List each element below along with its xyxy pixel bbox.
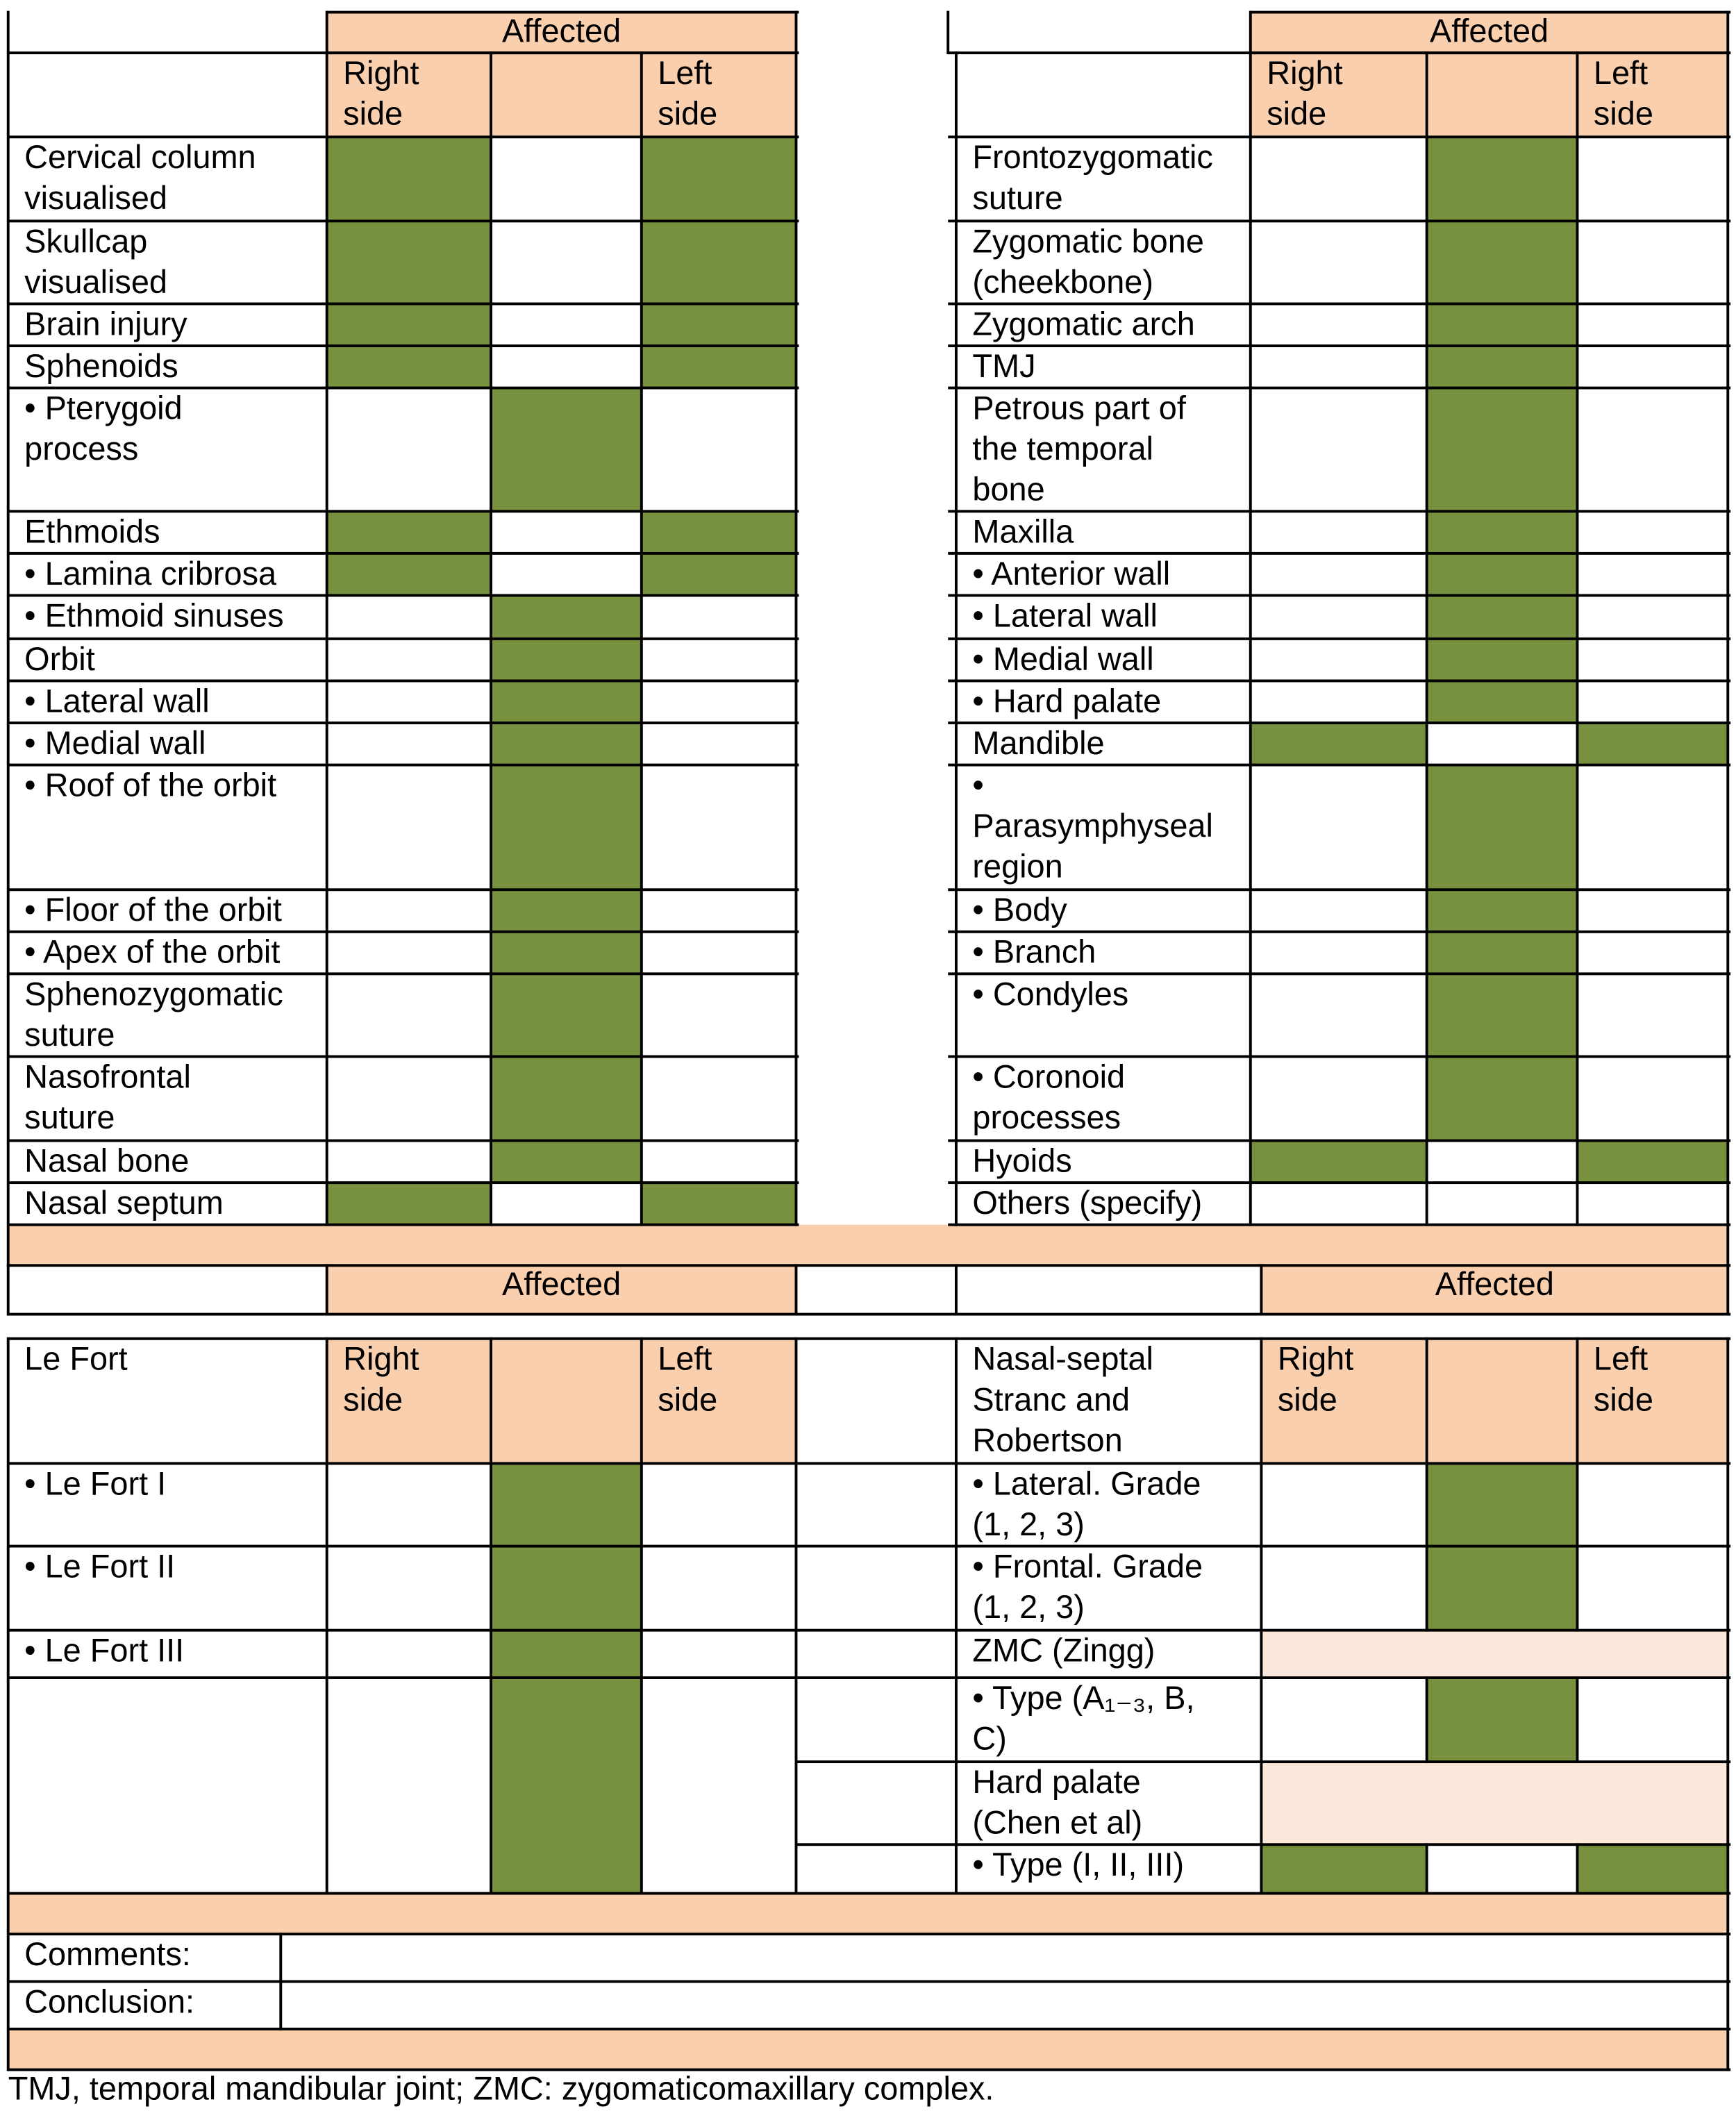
marked-cell bbox=[1427, 221, 1578, 303]
marked-cell bbox=[1261, 1844, 1426, 1893]
empty-cell bbox=[1577, 932, 1728, 974]
grid-line bbox=[955, 51, 958, 1226]
empty-cell bbox=[327, 1056, 491, 1140]
grid-line bbox=[948, 972, 1730, 975]
grid-line bbox=[796, 1843, 1730, 1846]
marked-cell bbox=[1427, 388, 1578, 512]
marked-cell bbox=[491, 388, 642, 512]
grid-line bbox=[948, 1140, 1730, 1142]
row-label-left: Nasal septum bbox=[8, 1183, 327, 1225]
grid-line bbox=[948, 387, 1730, 390]
empty-cell bbox=[1577, 511, 1728, 553]
grid-line bbox=[8, 680, 799, 683]
empty-cell bbox=[491, 511, 642, 553]
empty-cell bbox=[642, 1141, 796, 1183]
marked-cell bbox=[1427, 681, 1578, 723]
empty-cell bbox=[1251, 346, 1427, 388]
grid-line bbox=[8, 510, 799, 512]
empty-cell bbox=[1251, 1183, 1427, 1225]
empty-cell bbox=[491, 346, 642, 388]
grid-line bbox=[948, 888, 1730, 891]
left-side-header: Left side bbox=[1577, 1339, 1728, 1464]
marked-cell bbox=[1427, 1678, 1578, 1762]
row-label-right: • Body bbox=[956, 890, 1251, 932]
right-side-header: Right side bbox=[1261, 1339, 1426, 1464]
grid-line bbox=[8, 135, 799, 138]
empty-cell bbox=[642, 1546, 796, 1630]
grid-line bbox=[8, 594, 799, 597]
marked-cell bbox=[1577, 1844, 1728, 1893]
row-label-left: • Lateral wall bbox=[8, 681, 327, 723]
row-label-left: • Le Fort II bbox=[8, 1546, 327, 1630]
row-label-right: • Hard palate bbox=[956, 681, 1251, 723]
empty-cell bbox=[1251, 221, 1427, 303]
empty-cell bbox=[1261, 1546, 1426, 1630]
grid-line bbox=[7, 11, 10, 1267]
marked-cell bbox=[491, 765, 642, 890]
row-label-right: Mandible bbox=[956, 723, 1251, 765]
empty-cell bbox=[491, 553, 642, 596]
marked-cell bbox=[1427, 1546, 1578, 1630]
row-label-right: Zygomatic arch bbox=[956, 304, 1251, 347]
empty-cell bbox=[1251, 890, 1427, 932]
empty-cell bbox=[1251, 765, 1427, 890]
empty-cell bbox=[1251, 681, 1427, 723]
row-label-left: • Le Fort I bbox=[8, 1463, 327, 1546]
empty-cell bbox=[491, 221, 642, 303]
grid-line bbox=[8, 764, 799, 767]
grid-line bbox=[948, 1056, 1730, 1058]
grid-line bbox=[1251, 11, 1730, 14]
grid-line bbox=[8, 1224, 799, 1226]
empty-cell bbox=[1251, 304, 1427, 347]
empty-cell bbox=[642, 723, 796, 765]
grid-line bbox=[8, 2028, 1730, 2030]
marked-cell bbox=[491, 1056, 642, 1140]
marked-cell bbox=[1427, 595, 1578, 639]
marked-cell bbox=[1577, 723, 1728, 765]
marked-cell bbox=[327, 137, 491, 221]
grid-line bbox=[8, 931, 799, 933]
marked-cell bbox=[491, 1630, 642, 1678]
marked-cell bbox=[491, 681, 642, 723]
group-heading-fill bbox=[1261, 1762, 1728, 1844]
row-label-right: ZMC (Zingg) bbox=[956, 1630, 1261, 1678]
empty-cell bbox=[642, 1056, 796, 1140]
empty-cell bbox=[327, 1678, 491, 1894]
empty-cell bbox=[642, 388, 796, 512]
grid-line bbox=[8, 1056, 799, 1058]
empty-cell bbox=[642, 890, 796, 932]
header-blank bbox=[1427, 53, 1578, 137]
grid-line bbox=[1726, 11, 1729, 1267]
marked-cell bbox=[1427, 511, 1578, 553]
grid-line bbox=[1249, 11, 1252, 1226]
grid-line bbox=[8, 1181, 799, 1184]
row-label-left: • Le Fort III bbox=[8, 1630, 327, 1678]
marked-cell bbox=[1427, 304, 1578, 347]
grid-line bbox=[8, 637, 799, 640]
marked-cell bbox=[491, 890, 642, 932]
footnote: TMJ, temporal mandibular joint; ZMC: zygomaticomaxillary complex. bbox=[8, 2071, 994, 2108]
grid-line bbox=[326, 1264, 328, 1315]
row-label-left: Sphenoids bbox=[8, 346, 327, 388]
row-label-left: • Floor of the orbit bbox=[8, 890, 327, 932]
affected-header-right: Affected bbox=[1251, 12, 1728, 53]
header-blank bbox=[491, 53, 642, 137]
row-label-left bbox=[8, 1678, 327, 1894]
empty-cell bbox=[1251, 1056, 1427, 1140]
empty-cell bbox=[642, 974, 796, 1056]
marked-cell bbox=[491, 1463, 642, 1546]
empty-cell bbox=[642, 765, 796, 890]
affected-header-left: Affected bbox=[327, 12, 796, 53]
section-divider bbox=[8, 1225, 1728, 1266]
marked-cell bbox=[491, 639, 642, 681]
header-blank bbox=[491, 1339, 642, 1464]
row-label-right: Others (specify) bbox=[956, 1183, 1251, 1225]
grid-line bbox=[948, 1181, 1730, 1184]
empty-cell bbox=[327, 595, 491, 639]
marked-cell bbox=[1427, 1463, 1578, 1546]
empty-cell bbox=[1577, 974, 1728, 1056]
grid-line bbox=[1426, 1843, 1428, 1894]
row-label-left: Nasal bone bbox=[8, 1141, 327, 1183]
empty-cell bbox=[1577, 304, 1728, 347]
empty-cell bbox=[642, 595, 796, 639]
grid-line bbox=[8, 1140, 799, 1142]
grid-line bbox=[490, 51, 492, 1226]
nasal-septal-title: Nasal-septal Stranc and Robertson bbox=[956, 1339, 1261, 1464]
row-label-left: • Apex of the orbit bbox=[8, 932, 327, 974]
affected-header-right: Affected bbox=[1261, 1265, 1728, 1314]
left-side-header: Left side bbox=[642, 53, 796, 137]
conclusion-label: Conclusion: bbox=[8, 1982, 281, 2029]
grid-line bbox=[8, 1933, 1730, 1935]
marked-cell bbox=[491, 723, 642, 765]
grid-line bbox=[1726, 1264, 1729, 1315]
empty-cell bbox=[642, 1630, 796, 1678]
marked-cell bbox=[491, 595, 642, 639]
grid-line bbox=[948, 510, 1730, 512]
empty-cell bbox=[1577, 1183, 1728, 1225]
row-label-right: • Parasymphyseal region bbox=[956, 765, 1251, 890]
row-label-right: • Type (I, II, III) bbox=[956, 1844, 1261, 1893]
marked-cell bbox=[491, 1678, 642, 1894]
grid-line bbox=[490, 1337, 492, 1895]
grid-line bbox=[327, 11, 799, 14]
grid-line bbox=[948, 1224, 1730, 1226]
empty-cell bbox=[1577, 553, 1728, 596]
empty-cell bbox=[642, 681, 796, 723]
empty-cell bbox=[1577, 1546, 1728, 1630]
row-label-left: Orbit bbox=[8, 639, 327, 681]
grid-line bbox=[948, 51, 1730, 54]
empty-cell bbox=[327, 1630, 491, 1678]
grid-line bbox=[640, 51, 643, 1226]
marked-cell bbox=[327, 304, 491, 347]
grid-line bbox=[8, 721, 799, 724]
grid-line bbox=[8, 888, 799, 891]
marked-cell bbox=[642, 1183, 796, 1225]
marked-cell bbox=[327, 346, 491, 388]
row-label-right: Maxilla bbox=[956, 511, 1251, 553]
row-label-right: • Lateral wall bbox=[956, 595, 1251, 639]
row-label-right: • Condyles bbox=[956, 974, 1251, 1056]
empty-cell bbox=[1577, 681, 1728, 723]
row-label-right: Petrous part of the temporal bone bbox=[956, 388, 1251, 512]
marked-cell bbox=[1427, 974, 1578, 1056]
empty-cell bbox=[1251, 137, 1427, 221]
row-label-left: • Roof of the orbit bbox=[8, 765, 327, 890]
row-label-left: • Pterygoid process bbox=[8, 388, 327, 512]
marked-cell bbox=[1251, 723, 1427, 765]
comments-label: Comments: bbox=[8, 1934, 281, 1981]
grid-line bbox=[326, 11, 328, 1226]
affected-header-left: Affected bbox=[327, 1265, 796, 1314]
marked-cell bbox=[1427, 639, 1578, 681]
empty-cell bbox=[327, 681, 491, 723]
marked-cell bbox=[327, 221, 491, 303]
marked-cell bbox=[491, 1141, 642, 1183]
grid-line bbox=[8, 1264, 1730, 1267]
marked-cell bbox=[1577, 1141, 1728, 1183]
marked-cell bbox=[1427, 553, 1578, 596]
marked-cell bbox=[642, 346, 796, 388]
marked-cell bbox=[642, 553, 796, 596]
grid-line bbox=[1726, 1337, 1729, 2071]
marked-cell bbox=[642, 304, 796, 347]
grid-line bbox=[948, 764, 1730, 767]
empty-cell bbox=[1577, 595, 1728, 639]
right-side-header: Right side bbox=[327, 53, 491, 137]
left-side-header: Left side bbox=[642, 1339, 796, 1464]
row-label-right: TMJ bbox=[956, 346, 1251, 388]
row-label-right: • Coronoid processes bbox=[956, 1056, 1251, 1140]
grid-line bbox=[948, 135, 1730, 138]
empty-cell bbox=[327, 890, 491, 932]
marked-cell bbox=[1427, 765, 1578, 890]
grid-line bbox=[8, 387, 799, 390]
grid-line bbox=[1576, 1843, 1579, 1894]
empty-cell bbox=[327, 932, 491, 974]
row-label-right: • Branch bbox=[956, 932, 1251, 974]
grid-line bbox=[948, 721, 1730, 724]
empty-cell bbox=[1577, 388, 1728, 512]
grid-line bbox=[1260, 1337, 1262, 1895]
grid-line bbox=[1260, 1264, 1262, 1315]
empty-cell bbox=[1251, 388, 1427, 512]
empty-cell bbox=[1251, 511, 1427, 553]
empty-cell bbox=[1577, 1463, 1728, 1546]
grid-line bbox=[1426, 1676, 1428, 1763]
empty-cell bbox=[1427, 1183, 1578, 1225]
grid-line bbox=[948, 637, 1730, 640]
left-side-header: Left side bbox=[1577, 53, 1728, 137]
empty-cell bbox=[1577, 765, 1728, 890]
row-label-right: Frontozygomatic suture bbox=[956, 137, 1251, 221]
row-label-left: Brain injury bbox=[8, 304, 327, 347]
empty-cell bbox=[1251, 553, 1427, 596]
empty-cell bbox=[327, 639, 491, 681]
row-label-left: Skullcap visualised bbox=[8, 221, 327, 303]
marked-cell bbox=[1427, 932, 1578, 974]
grid-line bbox=[955, 1337, 958, 1895]
grid-line bbox=[795, 11, 798, 1226]
group-heading-fill bbox=[1261, 1630, 1728, 1678]
grid-line bbox=[1426, 1337, 1428, 1632]
row-label-right: • Type (A₁₋₃, B, C) bbox=[956, 1678, 1261, 1762]
grid-line bbox=[8, 552, 799, 555]
grid-line bbox=[8, 1892, 1730, 1895]
empty-cell bbox=[327, 388, 491, 512]
empty-cell bbox=[642, 1678, 796, 1894]
grid-line bbox=[1576, 1337, 1579, 1632]
grid-line bbox=[8, 1629, 1730, 1632]
marked-cell bbox=[327, 1183, 491, 1225]
grid-line bbox=[795, 1264, 798, 1315]
grid-line bbox=[948, 594, 1730, 597]
grid-line bbox=[946, 11, 949, 55]
section-divider bbox=[8, 1894, 1728, 1935]
empty-cell bbox=[1251, 639, 1427, 681]
row-label-left: Ethmoids bbox=[8, 511, 327, 553]
grid-line bbox=[8, 1980, 1730, 1983]
marked-cell bbox=[327, 553, 491, 596]
row-label-right: • Lateral. Grade (1, 2, 3) bbox=[956, 1463, 1261, 1546]
empty-cell bbox=[1427, 1141, 1578, 1183]
empty-cell bbox=[1577, 890, 1728, 932]
grid-line bbox=[640, 1337, 643, 1895]
grid-line bbox=[8, 1337, 1730, 1340]
grid-line bbox=[948, 680, 1730, 683]
grid-line bbox=[8, 344, 799, 347]
grid-line bbox=[8, 1313, 1730, 1316]
marked-cell bbox=[1427, 346, 1578, 388]
marked-cell bbox=[1427, 890, 1578, 932]
empty-cell bbox=[491, 137, 642, 221]
empty-cell bbox=[1261, 1678, 1426, 1762]
right-side-header: Right side bbox=[327, 1339, 491, 1464]
grid-line bbox=[279, 1933, 282, 2030]
empty-cell bbox=[1427, 1844, 1578, 1893]
grid-line bbox=[1576, 51, 1579, 1226]
empty-cell bbox=[1577, 639, 1728, 681]
empty-cell bbox=[491, 304, 642, 347]
section-divider bbox=[8, 2029, 1728, 2070]
empty-cell bbox=[1427, 723, 1578, 765]
grid-line bbox=[326, 1337, 328, 1895]
row-label-left: • Lamina cribrosa bbox=[8, 553, 327, 596]
empty-cell bbox=[642, 1463, 796, 1546]
grid-line bbox=[1426, 51, 1428, 1226]
empty-cell bbox=[1251, 974, 1427, 1056]
empty-cell bbox=[327, 1463, 491, 1546]
grid-line bbox=[8, 219, 799, 222]
empty-cell bbox=[1577, 137, 1728, 221]
grid-line bbox=[948, 303, 1730, 306]
grid-line bbox=[796, 1760, 1730, 1763]
empty-cell bbox=[1251, 595, 1427, 639]
empty-cell bbox=[642, 639, 796, 681]
right-side-header: Right side bbox=[1251, 53, 1427, 137]
conclusion-field bbox=[281, 1982, 1728, 2029]
row-label-left: Cervical column visualised bbox=[8, 137, 327, 221]
grid-line bbox=[7, 1337, 10, 2071]
empty-cell bbox=[1577, 346, 1728, 388]
row-label-right: • Frontal. Grade (1, 2, 3) bbox=[956, 1546, 1261, 1630]
grid-line bbox=[948, 931, 1730, 933]
le-fort-title: Le Fort bbox=[8, 1339, 327, 1464]
row-label-right: Zygomatic bone (cheekbone) bbox=[956, 221, 1251, 303]
grid-line bbox=[955, 1264, 958, 1315]
marked-cell bbox=[491, 1546, 642, 1630]
grid-line bbox=[8, 1545, 1730, 1548]
row-label-right: Hyoids bbox=[956, 1141, 1251, 1183]
row-label-left: • Ethmoid sinuses bbox=[8, 595, 327, 639]
row-label-right: • Medial wall bbox=[956, 639, 1251, 681]
row-label-right: • Anterior wall bbox=[956, 553, 1251, 596]
empty-cell bbox=[1251, 932, 1427, 974]
empty-cell bbox=[1577, 1678, 1728, 1762]
row-label-left: Sphenozygomatic suture bbox=[8, 974, 327, 1056]
header-blank bbox=[1427, 1339, 1578, 1464]
row-label-left: Nasofrontal suture bbox=[8, 1056, 327, 1140]
row-label-left: • Medial wall bbox=[8, 723, 327, 765]
marked-cell bbox=[642, 221, 796, 303]
grid-line bbox=[948, 552, 1730, 555]
empty-cell bbox=[1577, 1056, 1728, 1140]
grid-line bbox=[8, 1676, 1730, 1679]
empty-cell bbox=[642, 932, 796, 974]
grid-line bbox=[795, 1337, 798, 1895]
empty-cell bbox=[327, 723, 491, 765]
marked-cell bbox=[1427, 1056, 1578, 1140]
grid-line bbox=[7, 1264, 10, 1315]
empty-cell bbox=[327, 1546, 491, 1630]
grid-line bbox=[8, 972, 799, 975]
grid-line bbox=[8, 51, 799, 54]
empty-cell bbox=[327, 765, 491, 890]
grid-line bbox=[948, 219, 1730, 222]
row-label-right: Hard palate (Chen et al) bbox=[956, 1762, 1261, 1844]
grid-line bbox=[8, 303, 799, 306]
empty-cell bbox=[1261, 1463, 1426, 1546]
marked-cell bbox=[491, 932, 642, 974]
marked-cell bbox=[642, 511, 796, 553]
grid-line bbox=[948, 344, 1730, 347]
empty-cell bbox=[327, 974, 491, 1056]
empty-cell bbox=[491, 1183, 642, 1225]
empty-cell bbox=[1577, 221, 1728, 303]
marked-cell bbox=[1251, 1141, 1427, 1183]
marked-cell bbox=[1427, 137, 1578, 221]
marked-cell bbox=[327, 511, 491, 553]
comments-field bbox=[281, 1934, 1728, 1981]
grid-line bbox=[1576, 1676, 1579, 1763]
marked-cell bbox=[642, 137, 796, 221]
marked-cell bbox=[491, 974, 642, 1056]
grid-line bbox=[8, 1462, 1730, 1465]
empty-cell bbox=[327, 1141, 491, 1183]
